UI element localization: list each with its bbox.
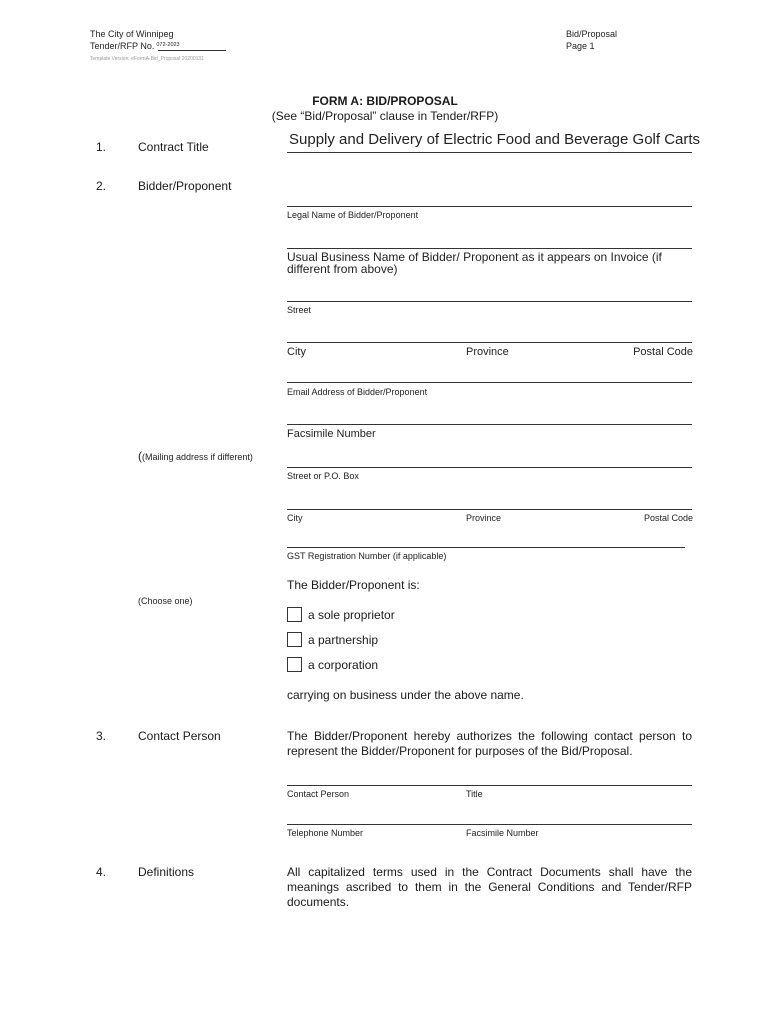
form-subtitle: (See “Bid/Proposal” clause in Tender/RFP) bbox=[271, 109, 499, 123]
street-label: Street bbox=[287, 305, 312, 315]
tender-number: 072-2023 bbox=[156, 42, 180, 48]
telephone-label: Telephone Number bbox=[287, 828, 364, 838]
mailing-address-text: (Mailing address if different) bbox=[142, 452, 253, 462]
usual-name-label: Usual Business Name of Bidder/ Proponent as it appears on Invoice (if different from above) bbox=[287, 250, 662, 276]
section-1-number: 1. bbox=[96, 140, 107, 154]
partnership-checkbox[interactable] bbox=[287, 632, 302, 647]
usual-name-field[interactable] bbox=[287, 248, 692, 249]
street-field[interactable] bbox=[287, 301, 692, 302]
telephone-field[interactable] bbox=[287, 824, 692, 825]
doc-type: Bid/Proposal bbox=[566, 29, 618, 39]
contact-person-label: Contact Person bbox=[287, 789, 350, 799]
carrying-on-business-text: carrying on business under the above name. bbox=[287, 688, 524, 702]
mailing-province-label: Province bbox=[466, 513, 502, 523]
mailing-postal-label: Postal Code bbox=[643, 513, 693, 523]
corporation-checkbox[interactable] bbox=[287, 657, 302, 672]
definitions-text: All capitalized terms used in the Contract Documents shall have the meanings ascribed to them in the General Conditions and Tender/RFP documents. bbox=[287, 865, 692, 909]
mailing-street-label: Street or P.O. Box bbox=[287, 471, 359, 481]
legal-name-field[interactable] bbox=[287, 206, 692, 207]
contract-title-field[interactable]: Supply and Delivery of Electric Food and Beverage Golf Carts bbox=[289, 131, 701, 148]
org-name: The City of Winnipeg bbox=[90, 29, 174, 39]
tender-number-underline bbox=[158, 50, 226, 51]
province-label: Province bbox=[466, 346, 509, 358]
fax-field[interactable] bbox=[287, 424, 692, 425]
section-1-label: Contract Title bbox=[138, 140, 209, 154]
bidder-is-label: The Bidder/Proponent is: bbox=[287, 578, 420, 592]
legal-name-label: Legal Name of Bidder/Proponent bbox=[287, 210, 419, 220]
city-province-postal-field[interactable] bbox=[287, 342, 692, 343]
email-label: Email Address of Bidder/Proponent bbox=[287, 387, 428, 397]
section-3-number: 3. bbox=[96, 729, 107, 743]
mailing-address-note: ((Mailing address if different) bbox=[138, 449, 253, 463]
section-2-number: 2. bbox=[96, 179, 107, 193]
page-number: Page 1 bbox=[566, 41, 595, 51]
gst-field[interactable] bbox=[287, 547, 685, 548]
mailing-city-label: City bbox=[287, 513, 303, 523]
tender-label: Tender/RFP No. bbox=[90, 41, 155, 51]
corporation-label: a corporation bbox=[308, 658, 379, 672]
sole-proprietor-label: a sole proprietor bbox=[308, 608, 395, 622]
section-4-number: 4. bbox=[96, 865, 107, 879]
section-3-label: Contact Person bbox=[138, 729, 221, 743]
contact-title-label: Title bbox=[466, 789, 483, 799]
tender-number-line bbox=[90, 40, 180, 54]
mailing-city-field[interactable] bbox=[287, 509, 692, 510]
fax-label: Facsimile Number bbox=[287, 428, 376, 440]
gst-label: GST Registration Number (if applicable) bbox=[287, 551, 447, 561]
city-label: City bbox=[287, 346, 306, 358]
section-2-label: Bidder/Proponent bbox=[138, 179, 232, 193]
section-4-label: Definitions bbox=[138, 865, 195, 879]
contact-person-field[interactable] bbox=[287, 785, 692, 786]
contract-title-underline bbox=[287, 152, 692, 153]
partnership-label: a partnership bbox=[308, 633, 379, 647]
contact-fax-label: Facsimile Number bbox=[466, 828, 539, 838]
contact-person-text: The Bidder/Proponent hereby authorizes the following contact person to represent the Bidder/Proponent for purposes of the Bid/Proposal. bbox=[287, 729, 692, 758]
mailing-street-field[interactable] bbox=[287, 467, 692, 468]
postal-code-label: Postal Code bbox=[633, 346, 693, 358]
email-field[interactable] bbox=[287, 382, 692, 383]
sole-proprietor-checkbox[interactable] bbox=[287, 607, 302, 622]
form-title: FORM A: BID/PROPOSAL bbox=[312, 94, 458, 108]
choose-one-note: (Choose one) bbox=[138, 596, 193, 606]
template-version: Template Version: eFormA-Bid_Proposal 20200131 bbox=[90, 56, 204, 62]
